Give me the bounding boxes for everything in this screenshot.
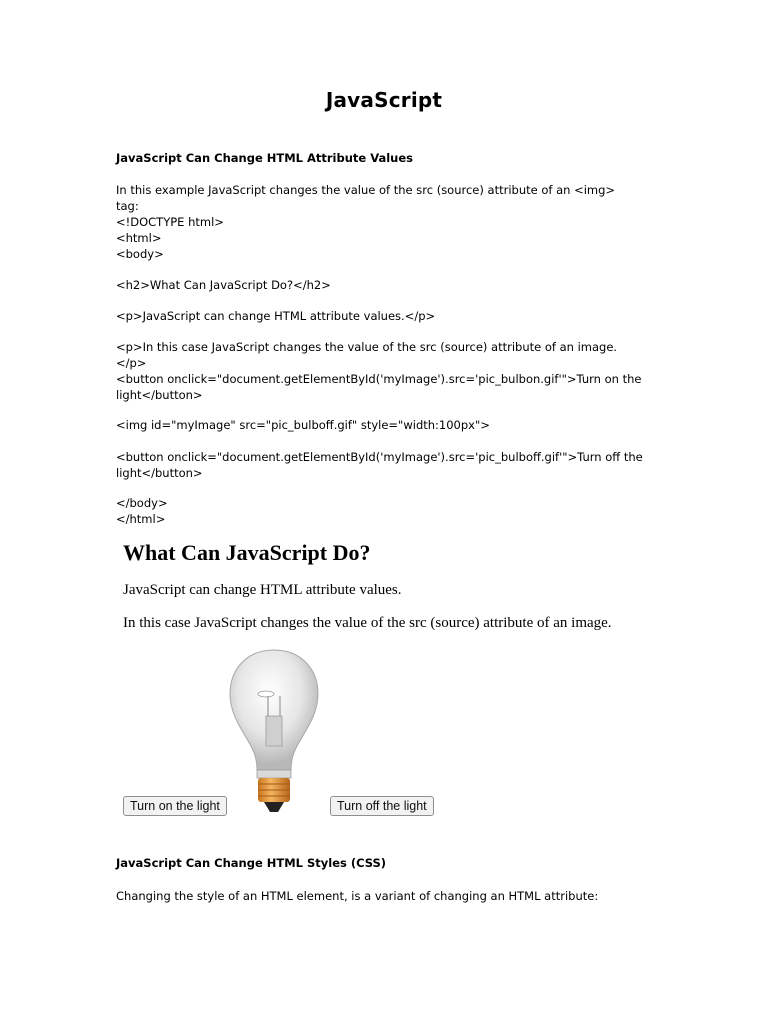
code-block-top: [116, 214, 636, 262]
code-line: <!DOCTYPE html>: [116, 215, 224, 229]
light-bulb-image: [224, 646, 324, 816]
code-block-bottom: [116, 495, 636, 527]
code-line: <button onclick="document.getElementById('myImage').src='pic_bulboff.gif'">Turn off the: [116, 450, 643, 464]
section-heading-attribute-values: JavaScript Can Change HTML Attribute Values: [116, 151, 414, 165]
turn-off-light-button[interactable]: Turn off the light: [330, 796, 434, 816]
code-line: <button onclick="document.getElementById('myImage').src='pic_bulbon.gif'">Turn on the: [116, 372, 642, 386]
code-line-img: <img id="myImage" src="pic_bulboff.gif" style="width:100px">: [116, 418, 490, 432]
code-line: </body>: [116, 496, 168, 510]
code-line-h2: <h2>What Can JavaScript Do?</h2>: [116, 278, 331, 292]
demo-paragraph-2: In this case JavaScript changes the value of the src (source) attribute of an image.: [123, 615, 612, 631]
code-block-button-off: [116, 449, 643, 481]
code-line: light</button>: [116, 388, 203, 402]
page-title: JavaScript: [325, 88, 443, 112]
code-line-p1: <p>JavaScript can change HTML attribute values.</p>: [116, 309, 436, 323]
demo-paragraph-1: JavaScript can change HTML attribute values.: [123, 582, 402, 598]
section-heading-styles: JavaScript Can Change HTML Styles (CSS): [116, 856, 387, 870]
demo-heading: What Can JavaScript Do?: [123, 540, 371, 565]
code-line: <body>: [116, 247, 164, 261]
rendered-example-screenshot: [116, 540, 636, 822]
section-intro-text-styles: Changing the style of an HTML element, is a variant of changing an HTML attribute:: [116, 889, 599, 903]
turn-on-light-button[interactable]: Turn on the light: [123, 796, 227, 816]
section-intro-text: In this example JavaScript changes the value of the src (source) attribute of an <img> tag:: [116, 183, 616, 213]
code-line: light</button>: [116, 466, 203, 480]
code-block-button-on: [116, 371, 642, 403]
code-line: <html>: [116, 231, 162, 245]
code-line: </html>: [116, 512, 166, 526]
code-line-p2: <p>In this case JavaScript changes the value of the src (source) attribute of an image.</p>: [116, 340, 618, 370]
